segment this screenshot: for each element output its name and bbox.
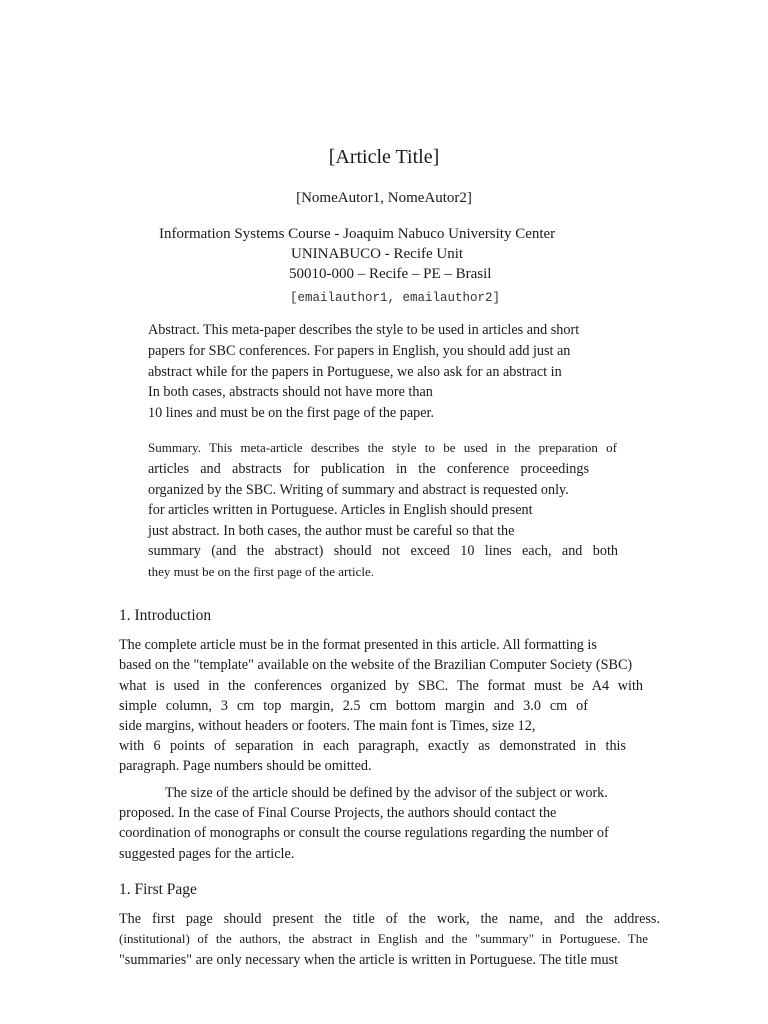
abstract-line: papers for SBC conferences. For papers in English, you should add just an [148,343,571,359]
section-heading-introduction: 1. Introduction [119,607,212,624]
paragraph-line: coordination of monographs or consult the course regulations regarding the number of [119,825,609,841]
abstract-line: In both cases, abstracts should not have more than [148,384,433,400]
paragraph-line: proposed. In the case of Final Course Projects, the authors should contact the [119,805,557,821]
summary-line: for articles written in Portuguese. Articles in English should present [148,502,533,518]
article-title: [Article Title] [328,146,440,168]
summary-line: Summary. This meta-article describes the style to be used in the preparation of [148,440,617,455]
abstract-line: 10 lines and must be on the first page of the paper. [148,405,435,421]
abstract-line: abstract while for the papers in Portuguese, we also ask for an abstract in [148,364,562,380]
abstract-line: Abstract. This meta-paper describes the style to be used in articles and short [148,322,580,338]
summary-line: summary (and the abstract) should not exceed 10 lines each, and both [148,543,618,559]
paragraph-line: (institutional) of the authors, the abstract in English and the "summary" in Portuguese. The [119,931,648,946]
paragraph-line: based on the "template" available on the website of the Brazilian Computer Society (SBC) [119,657,633,673]
paragraph-line: The complete article must be in the format presented in this article. All formatting is [119,637,597,653]
paragraph-line: "summaries" are only necessary when the article is written in Portuguese. The title must [119,952,619,968]
author-emails: [emailauthor1, emailauthor2] [290,291,501,305]
affiliation-line-3: 50010-000 – Recife – PE – Brasil [289,266,492,282]
paragraph-line: The size of the article should be defined by the advisor of the subject or work. [165,785,608,801]
affiliation-line-2: UNINABUCO - Recife Unit [291,246,464,262]
paragraph-line: suggested pages for the article. [119,846,295,862]
summary-line: just abstract. In both cases, the author must be careful so that the [148,523,515,539]
summary-line: they must be on the first page of the article. [148,564,374,579]
summary-line: organized by the SBC. Writing of summary and abstract is requested only. [148,482,569,498]
paragraph-line: simple column, 3 cm top margin, 2.5 cm bottom margin and 3.0 cm of [119,698,588,714]
paragraph-line: paragraph. Page numbers should be omitted. [119,758,372,774]
paragraph-line: with 6 points of separation in each paragraph, exactly as demonstrated in this [119,738,626,754]
paragraph-line: side margins, without headers or footers. The main font is Times, size 12, [119,718,536,734]
paragraph-line: what is used in the conferences organized by SBC. The format must be A4 with [119,678,643,694]
paragraph-line: The first page should present the title of the work, the name, and the address. [119,911,660,927]
section-heading-first-page: 1. First Page [119,881,197,898]
affiliation-line-1: Information Systems Course - Joaquim Nabuco University Center [159,226,556,242]
author-names: [NomeAutor1, NomeAutor2] [296,190,472,206]
summary-line: articles and abstracts for publication in the conference proceedings [148,461,589,477]
